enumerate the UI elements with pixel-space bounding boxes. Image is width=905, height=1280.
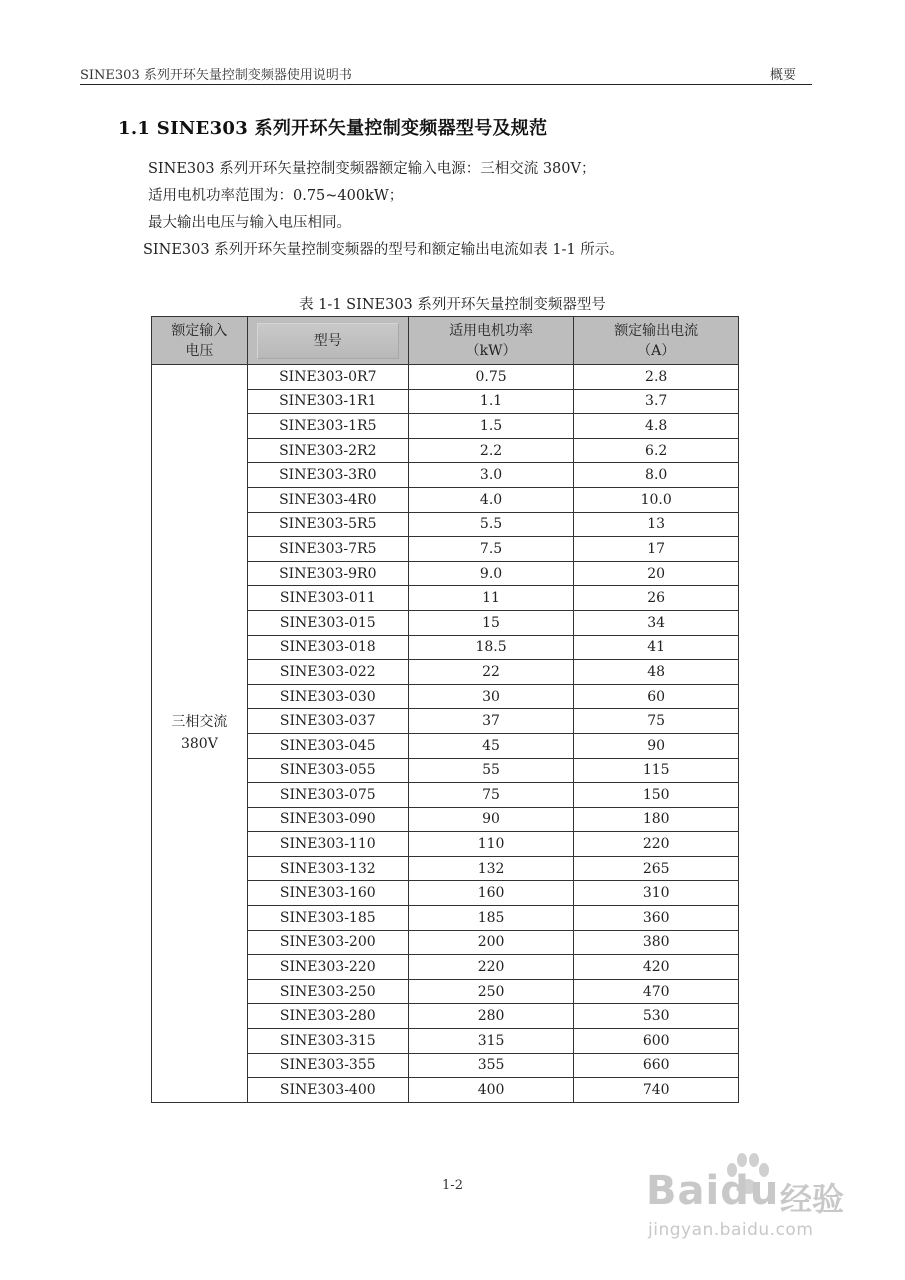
baidu-jingyan-watermark [640, 1150, 880, 1250]
paragraph-table-reference: SINE303 系列开环矢量控制变频器的型号和额定输出电流如表 1-1 所示。 [143, 242, 624, 258]
cell-current: 420 [574, 955, 739, 980]
cell-current: 115 [574, 758, 739, 783]
cell-current: 60 [574, 684, 739, 709]
table-row [152, 365, 739, 390]
cell-current: 180 [574, 807, 739, 832]
cell-power: 7.5 [408, 537, 574, 562]
cell-current: 740 [574, 1078, 739, 1103]
header-model: 型号 [247, 317, 408, 365]
cell-model: SINE303-315 [247, 1029, 408, 1054]
cell-current: 360 [574, 906, 739, 931]
watermark-url: jingyan.baidu.com [648, 1220, 814, 1240]
cell-current: 20 [574, 561, 739, 586]
cell-model: SINE303-075 [247, 783, 408, 808]
watermark-brand-cn: 经验 [780, 1180, 845, 1218]
cell-model: SINE303-030 [247, 684, 408, 709]
chapter-label: 概要 [769, 68, 796, 83]
header-rated-input-voltage: 额定输入 电压 [152, 317, 248, 365]
cell-power: 200 [408, 930, 574, 955]
cell-current: 470 [574, 979, 739, 1004]
cell-model: SINE303-7R5 [247, 537, 408, 562]
cell-current: 310 [574, 881, 739, 906]
cell-model: SINE303-280 [247, 1004, 408, 1029]
cell-power: 160 [408, 881, 574, 906]
cell-model: SINE303-4R0 [247, 487, 408, 512]
cell-model: SINE303-250 [247, 979, 408, 1004]
cell-power: 1.5 [408, 414, 574, 439]
cell-model: SINE303-1R5 [247, 414, 408, 439]
cell-power: 22 [408, 660, 574, 685]
cell-power: 355 [408, 1053, 574, 1078]
paragraph-power-range: 适用电机功率范围为：0.75~400kW； [148, 188, 404, 204]
cell-power: 400 [408, 1078, 574, 1103]
cell-power: 5.5 [408, 512, 574, 537]
cell-power: 280 [408, 1004, 574, 1029]
cell-model: SINE303-132 [247, 856, 408, 881]
paragraph-max-voltage: 最大输出电压与输入电压相同。 [148, 215, 351, 231]
cell-power: 18.5 [408, 635, 574, 660]
cell-power: 15 [408, 610, 574, 635]
cell-power: 1.1 [408, 389, 574, 414]
cell-current: 26 [574, 586, 739, 611]
cell-current: 48 [574, 660, 739, 685]
page-header [80, 62, 812, 85]
cell-current: 530 [574, 1004, 739, 1029]
cell-current: 380 [574, 930, 739, 955]
cell-power: 0.75 [408, 365, 574, 390]
cell-current: 34 [574, 610, 739, 635]
cell-power: 55 [408, 758, 574, 783]
document-title: SINE303 系列开环矢量控制变频器使用说明书 [80, 68, 352, 83]
cell-current: 4.8 [574, 414, 739, 439]
cell-power: 75 [408, 783, 574, 808]
cell-current: 6.2 [574, 438, 739, 463]
cell-power: 220 [408, 955, 574, 980]
cell-model: SINE303-015 [247, 610, 408, 635]
cell-model: SINE303-0R7 [247, 365, 408, 390]
table-caption: 表 1-1 SINE303 系列开环矢量控制变频器型号 [299, 297, 606, 313]
cell-model: SINE303-355 [247, 1053, 408, 1078]
cell-current: 660 [574, 1053, 739, 1078]
cell-current: 150 [574, 783, 739, 808]
cell-model: SINE303-9R0 [247, 561, 408, 586]
cell-model: SINE303-160 [247, 881, 408, 906]
cell-current: 8.0 [574, 463, 739, 488]
cell-model: SINE303-110 [247, 832, 408, 857]
cell-model: SINE303-090 [247, 807, 408, 832]
section-title: 1.1 SINE303 系列开环矢量控制变频器型号及规范 [118, 118, 548, 139]
cell-model: SINE303-400 [247, 1078, 408, 1103]
cell-current: 3.7 [574, 389, 739, 414]
cell-power: 4.0 [408, 487, 574, 512]
cell-power: 3.0 [408, 463, 574, 488]
cell-current: 75 [574, 709, 739, 734]
cell-model: SINE303-220 [247, 955, 408, 980]
cell-model: SINE303-1R1 [247, 389, 408, 414]
cell-model: SINE303-011 [247, 586, 408, 611]
cell-power: 30 [408, 684, 574, 709]
header-motor-power: 适用电机功率 （kW） [408, 317, 574, 365]
cell-model: SINE303-045 [247, 733, 408, 758]
cell-model: SINE303-2R2 [247, 438, 408, 463]
cell-current: 17 [574, 537, 739, 562]
cell-power: 37 [408, 709, 574, 734]
cell-model: SINE303-018 [247, 635, 408, 660]
section-body [143, 156, 624, 264]
cell-model: SINE303-055 [247, 758, 408, 783]
cell-model: SINE303-200 [247, 930, 408, 955]
cell-current: 600 [574, 1029, 739, 1054]
cell-power: 110 [408, 832, 574, 857]
cell-current: 90 [574, 733, 739, 758]
cell-power: 315 [408, 1029, 574, 1054]
cell-model: SINE303-5R5 [247, 512, 408, 537]
cell-power: 250 [408, 979, 574, 1004]
cell-current: 10.0 [574, 487, 739, 512]
cell-power: 11 [408, 586, 574, 611]
cell-model: SINE303-022 [247, 660, 408, 685]
cell-input-voltage: 三相交流 380V [152, 365, 248, 1103]
cell-power: 132 [408, 856, 574, 881]
cell-current: 220 [574, 832, 739, 857]
header-rated-output-current: 额定输出电流 （A） [574, 317, 739, 365]
model-spec-table [151, 316, 739, 1103]
cell-current: 2.8 [574, 365, 739, 390]
cell-power: 45 [408, 733, 574, 758]
cell-power: 2.2 [408, 438, 574, 463]
cell-power: 90 [408, 807, 574, 832]
cell-power: 9.0 [408, 561, 574, 586]
cell-model: SINE303-037 [247, 709, 408, 734]
cell-model: SINE303-3R0 [247, 463, 408, 488]
cell-current: 265 [574, 856, 739, 881]
cell-current: 13 [574, 512, 739, 537]
paragraph-input-power: SINE303 系列开环矢量控制变频器额定输入电源：三相交流 380V； [148, 161, 596, 177]
watermark-brand: Baidu [646, 1168, 780, 1214]
cell-current: 41 [574, 635, 739, 660]
cell-model: SINE303-185 [247, 906, 408, 931]
page-number: 1-2 [442, 1178, 463, 1193]
table-header-row [152, 317, 739, 365]
cell-power: 185 [408, 906, 574, 931]
